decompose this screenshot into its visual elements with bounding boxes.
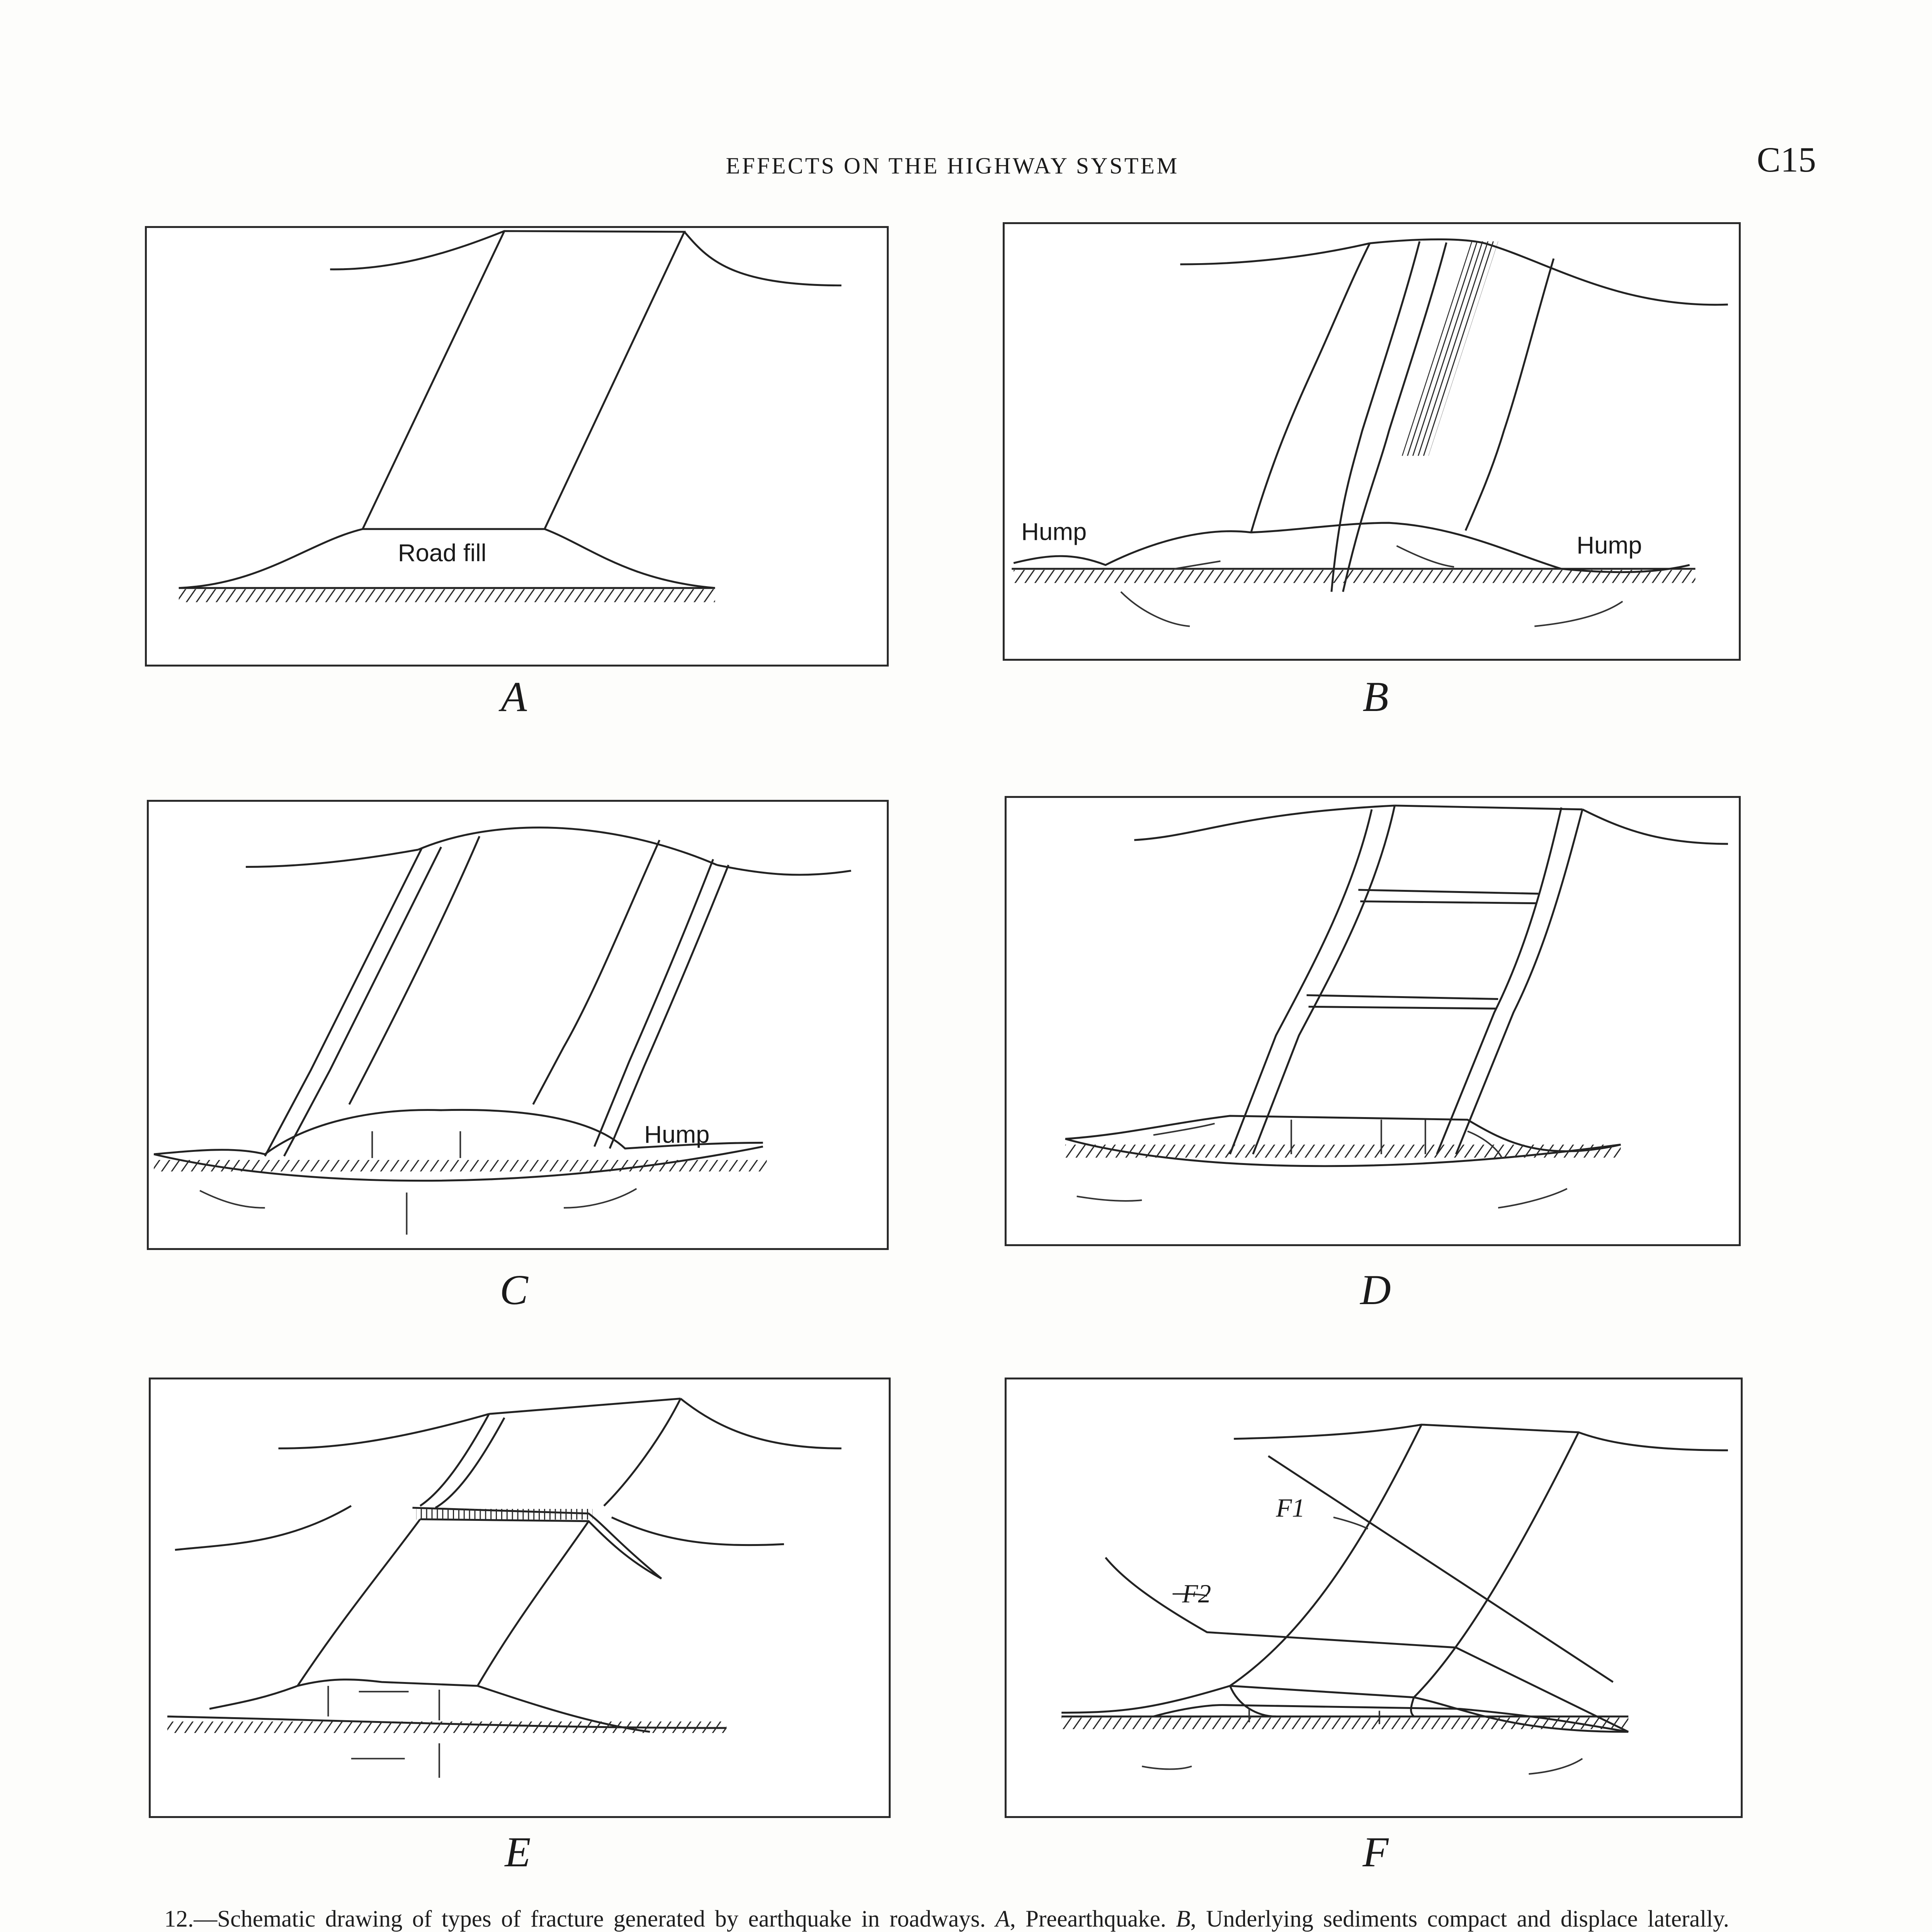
figure-panel-d [1005,796,1741,1246]
caption-number: 12. [164,1906,194,1932]
page-number: C15 [1757,140,1816,179]
figure-panel-b [1003,222,1741,661]
panel-letter-e: E [505,1828,531,1876]
figure-panel-e [149,1378,891,1818]
hump-label: Hump [644,1121,710,1148]
panel-letter-a: A [501,673,527,720]
caption-key-a: A [995,1906,1010,1932]
caption-text-a: , Preearthquake. [1010,1906,1176,1932]
running-head: EFFECTS ON THE HIGHWAY SYSTEM [726,153,1179,179]
panel-letter-b: B [1362,673,1389,720]
figure-caption [164,1903,1729,1932]
panel-b-drawing [1005,224,1739,659]
panel-a-drawing [147,228,887,665]
panel-letter-f: F [1362,1828,1389,1876]
panel-f-drawing [1007,1379,1741,1816]
figure-panel-f [1005,1378,1743,1818]
panel-e-drawing [151,1379,889,1816]
f1-label: F1 [1276,1493,1305,1522]
panel-letter-d: D [1360,1266,1391,1313]
panel-c-drawing [149,802,887,1248]
hump-label-right: Hump [1577,532,1642,559]
panel-letter-c: C [500,1266,528,1313]
caption-text-b: , Underlying sediments compact and displace laterally. [1190,1906,1730,1932]
caption-key-b: B [1176,1906,1190,1932]
road-fill-label: Road fill [398,539,486,567]
hump-label-left: Hump [1021,518,1087,546]
f2-label: F2 [1182,1579,1211,1608]
panel-d-drawing [1007,798,1739,1244]
figure-panel-a [145,226,889,667]
caption-lead: —Schematic drawing of types of fracture generated by earthquake in roadways. [194,1906,996,1932]
figure-panel-c [147,800,889,1250]
